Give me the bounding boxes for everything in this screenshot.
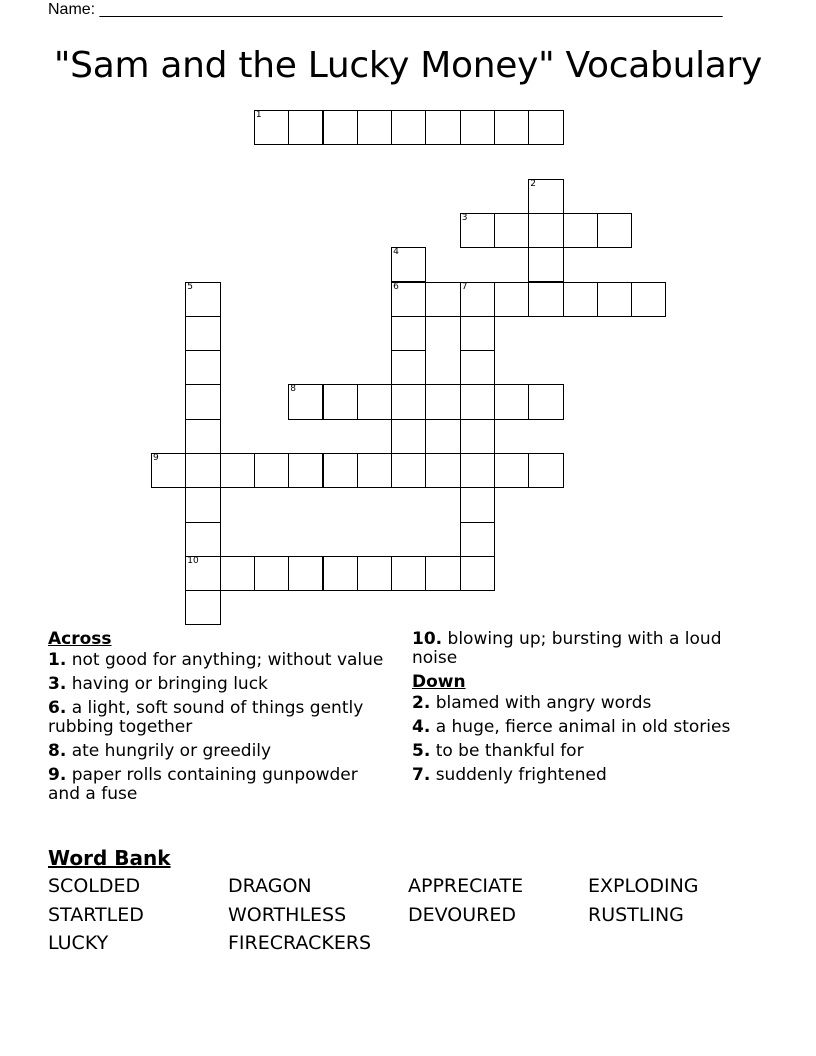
grid-cell[interactable] bbox=[528, 213, 563, 248]
cell-number: 7 bbox=[461, 281, 468, 292]
grid-cell[interactable] bbox=[563, 213, 598, 248]
page-title: "Sam and the Lucky Money" Vocabulary bbox=[53, 45, 763, 86]
word-bank-item: DEVOURED bbox=[408, 903, 516, 926]
grid-cell[interactable] bbox=[323, 384, 358, 419]
grid-cell[interactable] bbox=[528, 110, 563, 145]
across-heading: Across bbox=[48, 629, 112, 649]
grid-cell[interactable] bbox=[460, 316, 495, 351]
grid-cell[interactable] bbox=[391, 453, 426, 488]
clue-down-4 bbox=[412, 718, 757, 737]
grid-cell[interactable] bbox=[288, 556, 323, 591]
grid-cell[interactable] bbox=[185, 419, 220, 454]
grid-cell[interactable] bbox=[185, 350, 220, 385]
grid-cell[interactable] bbox=[460, 522, 495, 557]
clue-number: 8. bbox=[48, 741, 67, 761]
grid-cell[interactable] bbox=[425, 384, 460, 419]
grid-cell[interactable] bbox=[494, 213, 529, 248]
grid-cell[interactable] bbox=[460, 110, 495, 145]
clue-across-8 bbox=[48, 742, 393, 761]
grid-cell[interactable] bbox=[357, 110, 392, 145]
clue-number: 2. bbox=[412, 693, 431, 713]
grid-cell[interactable] bbox=[528, 453, 563, 488]
grid-cell[interactable] bbox=[494, 453, 529, 488]
cell-number: 8 bbox=[290, 384, 296, 395]
cell-number: 1 bbox=[255, 110, 262, 120]
grid-cell[interactable] bbox=[528, 384, 563, 419]
grid-cell[interactable] bbox=[528, 247, 563, 282]
grid-cell[interactable] bbox=[460, 453, 495, 488]
cell-number: 6 bbox=[393, 281, 399, 292]
grid-cell[interactable] bbox=[323, 453, 358, 488]
clue-number: 1. bbox=[48, 650, 67, 670]
grid-cell[interactable] bbox=[288, 110, 323, 145]
clue-number: 6. bbox=[48, 698, 67, 718]
clue-number: 4. bbox=[412, 717, 431, 737]
grid-cell[interactable] bbox=[460, 282, 495, 317]
grid-cell[interactable] bbox=[185, 453, 220, 488]
word-bank-title: Word Bank bbox=[48, 846, 171, 870]
grid-cell[interactable] bbox=[631, 282, 666, 317]
grid-cell[interactable] bbox=[357, 384, 392, 419]
grid-cell[interactable] bbox=[391, 556, 426, 591]
grid-cell[interactable] bbox=[254, 110, 289, 145]
grid-cell[interactable] bbox=[460, 487, 495, 522]
clue-across-1 bbox=[48, 651, 393, 670]
grid-cell[interactable] bbox=[254, 556, 289, 591]
clue-text: suddenly frightened bbox=[435, 765, 607, 785]
clues-left-column bbox=[48, 630, 393, 809]
word-bank-item: RUSTLING bbox=[588, 903, 684, 926]
cell-number: 2 bbox=[530, 178, 537, 189]
clue-text: not good for anything; without value bbox=[71, 650, 384, 670]
clue-across-9 bbox=[48, 766, 393, 804]
grid-cell[interactable] bbox=[391, 419, 426, 454]
clue-across-3 bbox=[48, 675, 393, 694]
grid-cell[interactable] bbox=[460, 419, 495, 454]
grid-cell[interactable] bbox=[460, 556, 495, 591]
grid-cell[interactable] bbox=[597, 213, 632, 248]
grid-cell[interactable] bbox=[391, 282, 426, 317]
grid-cell[interactable] bbox=[185, 487, 220, 522]
word-bank-item: STARTLED bbox=[48, 903, 144, 926]
clue-text: having or bringing luck bbox=[71, 674, 268, 694]
grid-cell[interactable] bbox=[357, 556, 392, 591]
clue-number: 9. bbox=[48, 765, 67, 785]
clue-number: 3. bbox=[48, 674, 67, 694]
word-bank bbox=[48, 874, 768, 960]
grid-cell[interactable] bbox=[391, 110, 426, 145]
clue-text: blamed with angry words bbox=[435, 693, 652, 713]
grid-cell[interactable] bbox=[391, 350, 426, 385]
word-bank-item: EXPLODING bbox=[588, 875, 699, 897]
grid-cell[interactable] bbox=[323, 110, 358, 145]
grid-cell[interactable] bbox=[185, 384, 220, 419]
clue-text: ate hungrily or greedily bbox=[71, 741, 272, 761]
clue-down-2 bbox=[412, 694, 757, 713]
clue-text: blowing up; bursting with a loud noise bbox=[412, 629, 722, 668]
grid-cell[interactable] bbox=[563, 282, 598, 317]
grid-cell[interactable] bbox=[460, 384, 495, 419]
grid-cell[interactable] bbox=[528, 282, 563, 317]
grid-cell[interactable] bbox=[391, 384, 426, 419]
clue-across-10 bbox=[412, 630, 757, 668]
clue-across-6 bbox=[48, 699, 393, 737]
grid-cell[interactable] bbox=[288, 384, 323, 419]
word-bank-item: APPRECIATE bbox=[408, 875, 524, 897]
word-bank-item: LUCKY bbox=[48, 932, 109, 954]
grid-cell[interactable] bbox=[323, 556, 358, 591]
grid-cell[interactable] bbox=[391, 316, 426, 351]
grid-cell[interactable] bbox=[220, 556, 255, 591]
grid-cell[interactable] bbox=[425, 110, 460, 145]
grid-cell[interactable] bbox=[151, 453, 186, 488]
cell-number: 3 bbox=[461, 212, 468, 223]
clue-text: paper rolls containing gunpowder and a fuse bbox=[48, 765, 358, 804]
clue-text: a huge, fierce animal in old stories bbox=[435, 717, 731, 737]
grid-cell[interactable] bbox=[425, 556, 460, 591]
word-bank-item: FIRECRACKERS bbox=[228, 932, 372, 954]
grid-cell[interactable] bbox=[425, 282, 460, 317]
cell-number: 10 bbox=[187, 555, 199, 566]
clue-number: 5. bbox=[412, 741, 431, 761]
clue-text: to be thankful for bbox=[435, 741, 584, 761]
clues-right-column bbox=[412, 630, 757, 790]
grid-cell[interactable] bbox=[185, 590, 220, 625]
grid-cell[interactable] bbox=[494, 282, 529, 317]
clue-text: a light, soft sound of things gently rubbing together bbox=[48, 698, 364, 737]
clue-down-7 bbox=[412, 766, 757, 785]
grid-cell[interactable] bbox=[357, 453, 392, 488]
word-bank-item: DRAGON bbox=[228, 875, 312, 897]
grid-cell[interactable] bbox=[597, 282, 632, 317]
word-bank-item: WORTHLESS bbox=[228, 903, 347, 926]
clue-number: 7. bbox=[412, 765, 431, 785]
grid-cell[interactable] bbox=[494, 110, 529, 145]
cell-number: 4 bbox=[393, 247, 399, 258]
down-heading: Down bbox=[412, 672, 466, 692]
grid-cell[interactable] bbox=[185, 316, 220, 351]
grid-cell[interactable] bbox=[391, 247, 426, 282]
grid-cell[interactable] bbox=[185, 282, 220, 317]
grid-cell[interactable] bbox=[254, 453, 289, 488]
grid-cell[interactable] bbox=[185, 556, 220, 591]
clue-number: 10. bbox=[412, 629, 443, 649]
name-line: Name: ______________________________________________________________________ bbox=[48, 1, 723, 18]
grid-cell[interactable] bbox=[288, 453, 323, 488]
grid-cell[interactable] bbox=[494, 384, 529, 419]
grid-cell[interactable] bbox=[185, 522, 220, 557]
word-bank-item: SCOLDED bbox=[48, 875, 141, 897]
cell-number: 9 bbox=[153, 453, 159, 463]
grid-cell[interactable] bbox=[460, 213, 495, 248]
clue-down-5 bbox=[412, 742, 757, 761]
cell-number: 5 bbox=[187, 281, 194, 292]
grid-cell[interactable] bbox=[425, 453, 460, 488]
grid-cell[interactable] bbox=[528, 179, 563, 214]
grid-cell[interactable] bbox=[220, 453, 255, 488]
grid-cell[interactable] bbox=[460, 350, 495, 385]
